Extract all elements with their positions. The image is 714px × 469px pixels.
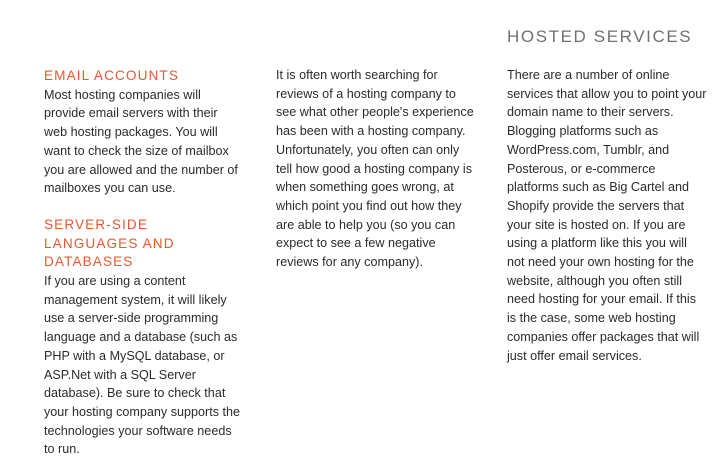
section-email-accounts: [44, 67, 244, 198]
section-hosted-services: [507, 66, 707, 365]
section-body-email-accounts: Most hosting companies will provide email servers with their web hosting packages. You will want to check the size of mailbox you are allowed and the number of mailboxes you can use.: [44, 87, 238, 196]
column-left: [44, 66, 244, 459]
column-right: [507, 66, 707, 365]
page-heading: HOSTED SERVICES: [507, 27, 693, 46]
section-body-server-side-languages: If you are using a content management system, it will likely use a server-side programming language and a database (such as PHP with a MySQL database, or ASP.Net with a SQL Server database). Be sure to check that your hosting company supports the technologies your software needs to run.: [44, 274, 241, 457]
column-middle: [276, 66, 476, 272]
section-body-reviews: It is often worth searching for reviews of a hosting company to see what other people's experience has been with a hosting company. Unfortunately, you often can only tell how good a hosting company is when something goes wrong, at which point you find out how they are able to help you (so you can expect to see a few negative reviews for any company).: [276, 68, 474, 270]
section-body-hosted-services: There are a number of online services that allow you to point your domain name to their servers. Blogging platforms such as WordPress.com, Tumblr, and Posterous, or e-commerce platforms such as Big Cartel and Shopify provide the servers that your site is hosted on. If you are using a platform like this you will not need your own hosting for the website, although you often still need hosting for your email. If this is the case, some web hosting companies offer packages that will just offer email services.: [507, 68, 707, 363]
section-heading-email-accounts: EMAIL ACCOUNTS: [44, 68, 179, 83]
section-reviews: [276, 66, 476, 272]
section-server-side-languages: [44, 216, 244, 459]
section-heading-server-side-languages: SERVER-SIDE LANGUAGES AND DATABASES: [44, 216, 175, 270]
